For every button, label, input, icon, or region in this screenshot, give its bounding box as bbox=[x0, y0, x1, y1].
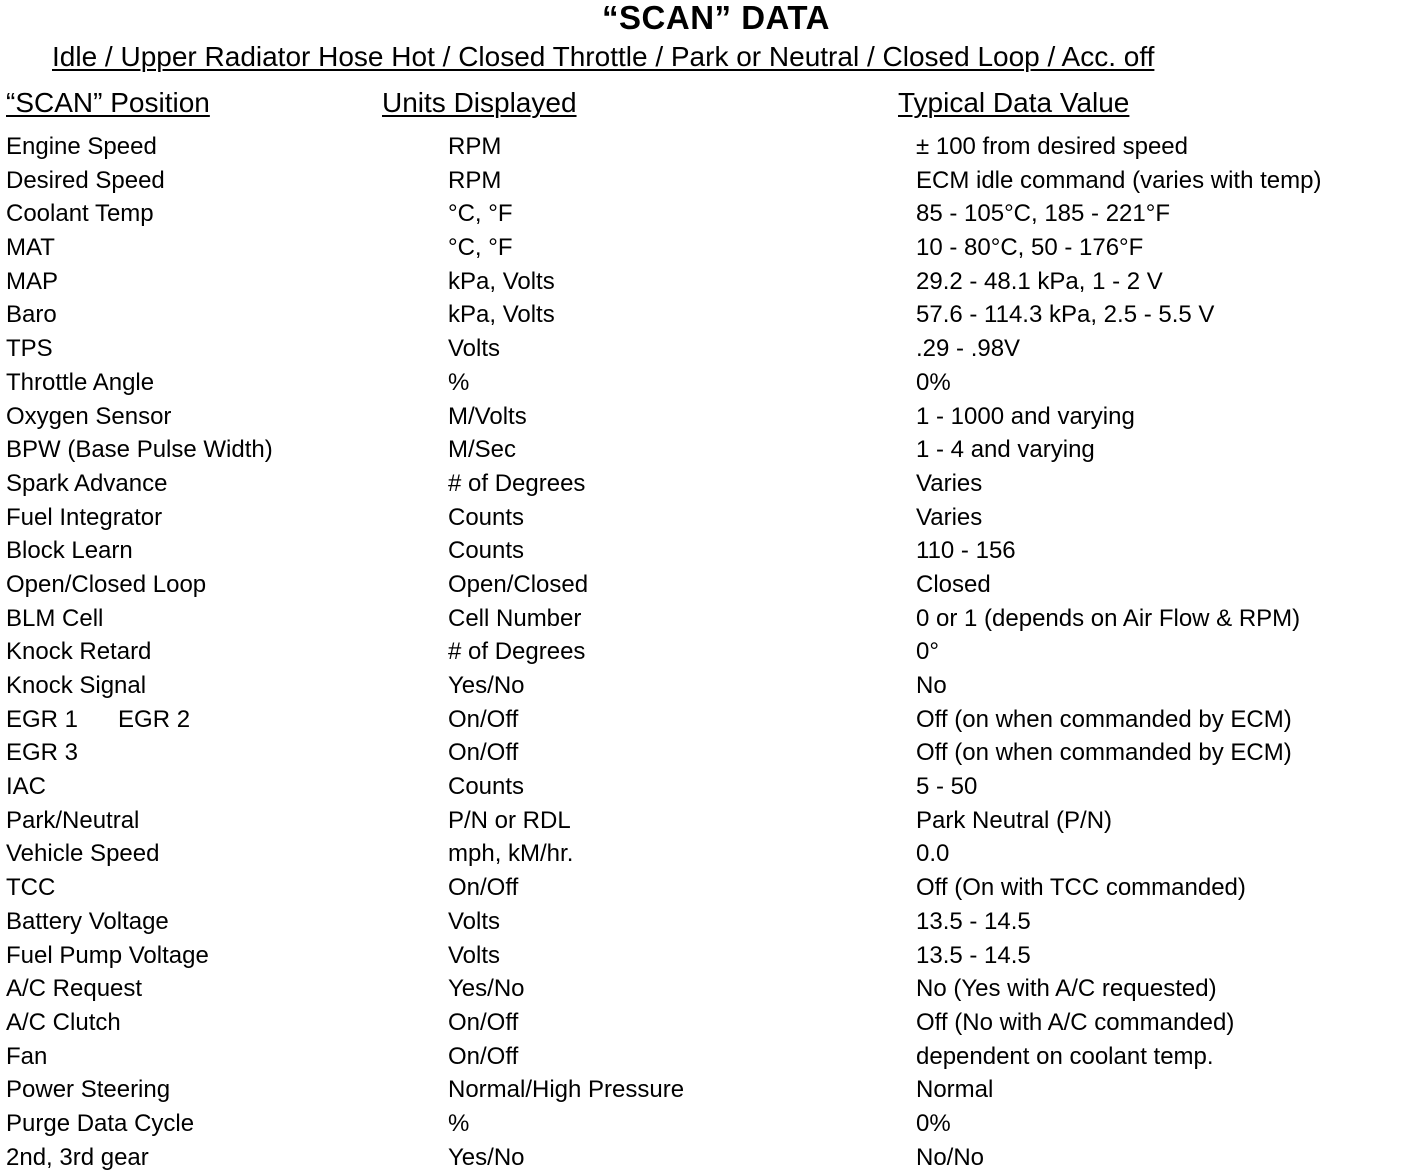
typical-value-cell: Closed bbox=[916, 570, 991, 598]
typical-value-cell: No/No bbox=[916, 1143, 985, 1171]
units-displayed-cell: Normal/High Pressure bbox=[448, 1076, 685, 1104]
table-row bbox=[0, 298, 1408, 332]
units-displayed-cell: On/Off bbox=[448, 705, 519, 733]
units-displayed-cell: On/Off bbox=[448, 1042, 519, 1070]
units-displayed-cell: # of Degrees bbox=[448, 469, 586, 497]
units-displayed-cell: Counts bbox=[448, 537, 525, 565]
units-displayed-cell: RPM bbox=[448, 133, 502, 160]
typical-value-cell: Off (On with TCC commanded) bbox=[916, 874, 1246, 902]
typical-value-cell: 13.5 - 14.5 bbox=[916, 907, 1031, 935]
typical-value-cell: 29.2 - 48.1 kPa, 1 - 2 V bbox=[916, 267, 1163, 295]
typical-value-cell: 1 - 4 and varying bbox=[916, 436, 1095, 464]
scan-position-cell: IAC bbox=[6, 773, 47, 801]
units-displayed-cell: Counts bbox=[448, 773, 525, 801]
scan-position-cell: BPW (Base Pulse Width) bbox=[6, 436, 273, 464]
scan-position-cell: Open/Closed Loop bbox=[6, 570, 207, 598]
scan-position-cell: Knock Retard bbox=[6, 638, 152, 666]
scan-position-cell: Fan bbox=[6, 1042, 48, 1070]
table-row bbox=[0, 1073, 1408, 1107]
scan-position-cell: A/C Request bbox=[6, 975, 143, 1003]
table-row bbox=[0, 703, 1408, 737]
typical-value-cell: Off (on when commanded by ECM) bbox=[916, 705, 1292, 733]
typical-value-cell: 0% bbox=[916, 1109, 951, 1137]
typical-value-cell: 110 - 156 bbox=[916, 537, 1016, 565]
typical-value-cell: 0° bbox=[916, 638, 939, 666]
table-row bbox=[0, 871, 1408, 905]
typical-value-cell: Normal bbox=[916, 1076, 994, 1104]
table-row bbox=[0, 1107, 1408, 1141]
units-displayed-cell: On/Off bbox=[448, 739, 519, 767]
scan-position-cell: Purge Data Cycle bbox=[6, 1109, 195, 1137]
typical-value-cell: 1 - 1000 and varying bbox=[916, 402, 1135, 430]
units-displayed-cell: On/Off bbox=[448, 874, 519, 902]
typical-value-cell: 5 - 50 bbox=[916, 773, 978, 801]
scan-position-cell: Power Steering bbox=[6, 1076, 171, 1104]
table-row bbox=[0, 332, 1408, 366]
typical-value-cell: No bbox=[916, 672, 947, 699]
scan-position-cell: EGR 3 bbox=[6, 739, 79, 767]
typical-value-cell: 85 - 105°C, 185 - 221°F bbox=[916, 200, 1171, 228]
units-displayed-cell: kPa, Volts bbox=[448, 301, 555, 329]
units-displayed-cell: M/Volts bbox=[448, 402, 527, 430]
scan-position-cell: Fuel Pump Voltage bbox=[6, 941, 209, 969]
scan-position-cell: Fuel Integrator bbox=[6, 503, 163, 531]
units-displayed-cell: Yes/No bbox=[448, 1143, 525, 1171]
table-row bbox=[0, 736, 1408, 770]
typical-value-cell: 13.5 - 14.5 bbox=[916, 941, 1031, 969]
table-row bbox=[0, 837, 1408, 871]
table-row bbox=[0, 568, 1408, 602]
page-title: “SCAN” DATA bbox=[602, 0, 830, 36]
scan-position-cell: MAP bbox=[6, 267, 59, 295]
typical-value-cell: Off (on when commanded by ECM) bbox=[916, 739, 1292, 767]
scan-position-cell: MAT bbox=[6, 234, 55, 262]
column-header-units: Units Displayed bbox=[382, 87, 577, 118]
table-row bbox=[0, 197, 1408, 231]
units-displayed-cell: # of Degrees bbox=[448, 638, 586, 666]
units-displayed-cell: Volts bbox=[448, 941, 501, 969]
typical-value-cell: 0 or 1 (depends on Air Flow & RPM) bbox=[916, 604, 1301, 632]
typical-value-cell: 10 - 80°C, 50 - 176°F bbox=[916, 234, 1144, 262]
scan-position-cell: Oxygen Sensor bbox=[6, 402, 172, 430]
scan-position-cell: Vehicle Speed bbox=[6, 840, 160, 868]
units-displayed-cell: Volts bbox=[448, 335, 501, 363]
units-displayed-cell: Cell Number bbox=[448, 604, 582, 632]
units-displayed-cell: RPM bbox=[448, 166, 502, 194]
table-row bbox=[0, 972, 1408, 1006]
table-row bbox=[0, 602, 1408, 636]
typical-value-cell: Off (No with A/C commanded) bbox=[916, 1008, 1235, 1036]
table-row bbox=[0, 770, 1408, 804]
scan-position-cell: Spark Advance bbox=[6, 469, 168, 497]
typical-value-cell: 0% bbox=[916, 368, 951, 396]
table-row bbox=[0, 231, 1408, 265]
units-displayed-cell: Counts bbox=[448, 503, 525, 531]
table-row bbox=[0, 366, 1408, 400]
units-displayed-cell: % bbox=[448, 368, 470, 396]
table-row bbox=[0, 635, 1408, 669]
scan-position-cell: Engine Speed bbox=[6, 133, 157, 160]
typical-value-cell: No (Yes with A/C requested) bbox=[916, 975, 1217, 1003]
scan-position-cell: Battery Voltage bbox=[6, 907, 169, 935]
table-row bbox=[0, 467, 1408, 501]
typical-value-cell: ± 100 from desired speed bbox=[916, 133, 1188, 160]
scan-position-cell: Desired Speed bbox=[6, 166, 165, 194]
table-row bbox=[0, 164, 1408, 198]
typical-value-cell: Varies bbox=[916, 503, 983, 531]
scan-position-cell: EGR 1 EGR 2 bbox=[6, 705, 191, 733]
table-row bbox=[0, 534, 1408, 568]
table-row bbox=[0, 939, 1408, 973]
column-header-value: Typical Data Value bbox=[898, 87, 1130, 118]
units-displayed-cell: mph, kM/hr. bbox=[448, 840, 574, 868]
table-row bbox=[0, 265, 1408, 299]
units-displayed-cell: °C, °F bbox=[448, 234, 513, 262]
typical-value-cell: .29 - .98V bbox=[916, 335, 1021, 363]
scan-position-cell: Throttle Angle bbox=[6, 368, 155, 396]
scan-position-cell: Coolant Temp bbox=[6, 200, 154, 228]
typical-value-cell: dependent on coolant temp. bbox=[916, 1042, 1214, 1070]
units-displayed-cell: Volts bbox=[448, 907, 501, 935]
table-row bbox=[0, 1141, 1408, 1174]
units-displayed-cell: On/Off bbox=[448, 1008, 519, 1036]
scan-position-cell: 2nd, 3rd gear bbox=[6, 1143, 149, 1171]
typical-value-cell: Park Neutral (P/N) bbox=[916, 806, 1113, 834]
scan-position-cell: Block Learn bbox=[6, 537, 133, 565]
typical-value-cell: Varies bbox=[916, 469, 983, 497]
table-row bbox=[0, 501, 1408, 535]
column-header-position: “SCAN” Position bbox=[6, 87, 210, 118]
units-displayed-cell: kPa, Volts bbox=[448, 267, 555, 295]
table-row bbox=[0, 804, 1408, 838]
units-displayed-cell: % bbox=[448, 1109, 470, 1137]
typical-value-cell: 0.0 bbox=[916, 840, 950, 868]
table-row bbox=[0, 905, 1408, 939]
table-row bbox=[0, 400, 1408, 434]
units-displayed-cell: Yes/No bbox=[448, 975, 525, 1003]
scan-position-cell: Park/Neutral bbox=[6, 806, 140, 834]
units-displayed-cell: M/Sec bbox=[448, 436, 517, 464]
scan-data-table bbox=[0, 130, 1408, 1174]
scan-position-cell: A/C Clutch bbox=[6, 1008, 121, 1036]
scan-position-cell: Knock Signal bbox=[6, 672, 147, 699]
scan-position-cell: Baro bbox=[6, 301, 57, 329]
units-displayed-cell: P/N or RDL bbox=[448, 806, 571, 834]
conditions-subtitle: Idle / Upper Radiator Hose Hot / Closed Throttle / Park or Neutral / Closed Loop / Acc. off bbox=[52, 41, 1155, 72]
scan-position-cell: TPS bbox=[6, 335, 53, 363]
units-displayed-cell: Yes/No bbox=[448, 672, 525, 699]
table-row bbox=[0, 433, 1408, 467]
table-row bbox=[0, 130, 1408, 164]
scan-position-cell: TCC bbox=[6, 874, 56, 902]
units-displayed-cell: °C, °F bbox=[448, 200, 513, 228]
typical-value-cell: 57.6 - 114.3 kPa, 2.5 - 5.5 V bbox=[916, 301, 1215, 329]
table-row bbox=[0, 669, 1408, 703]
table-row bbox=[0, 1040, 1408, 1074]
units-displayed-cell: Open/Closed bbox=[448, 570, 589, 598]
scan-position-cell: BLM Cell bbox=[6, 604, 104, 632]
typical-value-cell: ECM idle command (varies with temp) bbox=[916, 166, 1322, 194]
table-row bbox=[0, 1006, 1408, 1040]
